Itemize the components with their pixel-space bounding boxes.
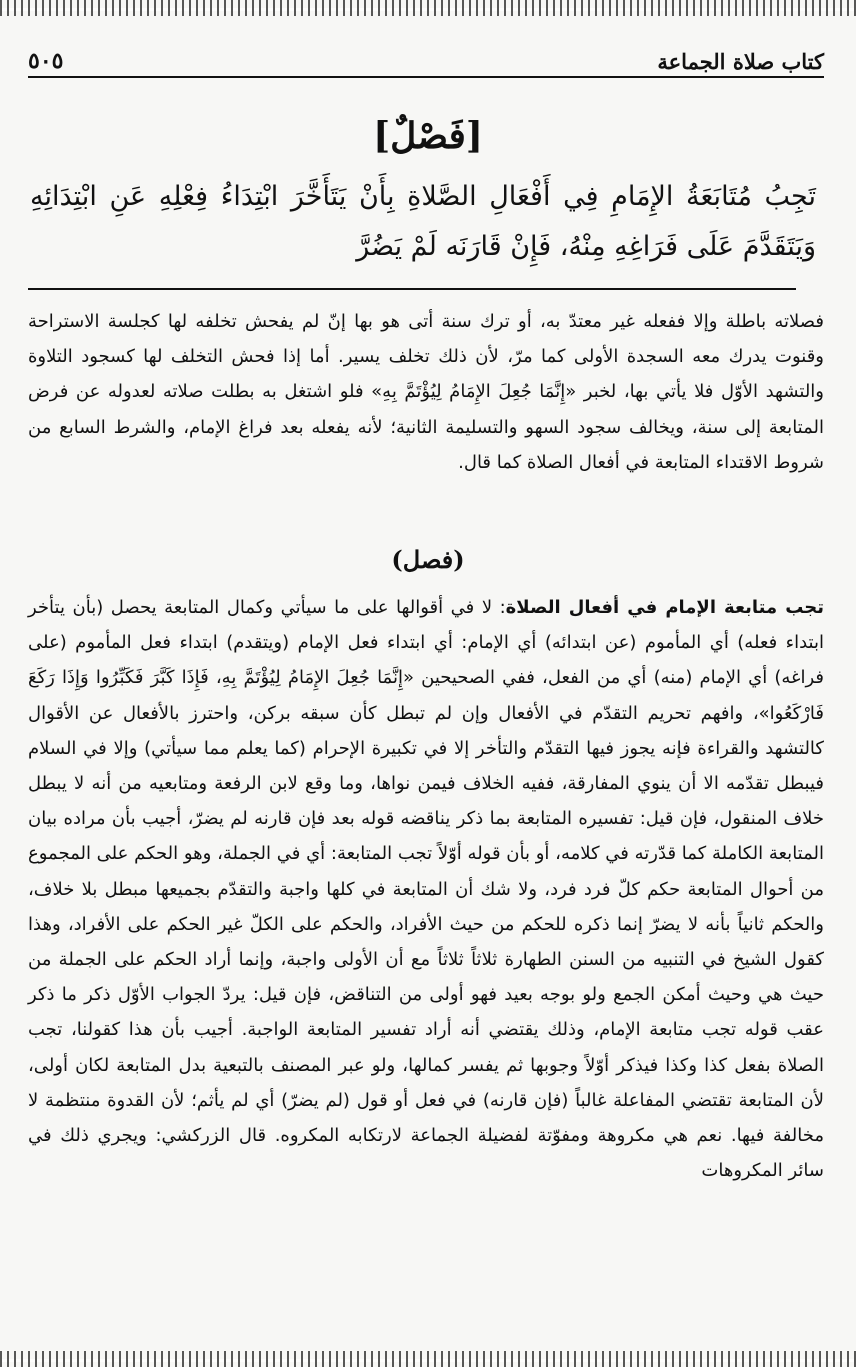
matn-divider bbox=[28, 288, 796, 290]
section-heading-fasl-sharh: (فصل) bbox=[391, 545, 465, 574]
matn-text: تَجِبُ مُتَابَعَةُ الإِمَامِ فِي أَفْعَالِ الصَّلاةِ بِأَنْ يَتَأَخَّرَ ابْتِدَاءُ فِعْلِهِ عَنِ ابْتِدَائِهِ وَيَتَقَدَّمَ عَلَى فَرَاغِهِ مِنْهُ، فَإِنْ قَارَنَه لَمْ يَضُرَّ bbox=[30, 181, 816, 262]
page-header bbox=[28, 40, 824, 74]
commentary-paragraph-2 bbox=[28, 590, 824, 1188]
page-number: ٥٠٥ bbox=[28, 48, 64, 74]
header-rule bbox=[28, 76, 824, 78]
running-title: كتاب صلاة الجماعة bbox=[657, 49, 824, 74]
commentary-paragraph-1: فصلاته باطلة وإلا ففعله غير معتدّ به، أو ترك سنة أتى هو بها إنّ لم يفحش تخلفه لها كجلسة الاستراحة وقنوت يدرك معه السجدة الأولى كما مرّ، لأن ذلك تخلف يسير. أما إذا فحش التخلف لها كسجود التلاوة والتشهد الأوّل فلا يأتي بها، لخبر «إِنَّمَا جُعِلَ الإِمَامُ لِيُؤْتَمَّ بِهِ» فلو اشتغل به بطلت صلاته لعدوله عن فرض المتابعة إلى سنة، ويخالف سجود السهو والتسليمة الثانية؛ لأنه يفعله بعد فراغ الإمام، والشرط السابع من شروط الاقتداء المتابعة في أفعال الصلاة كما قال. bbox=[28, 311, 824, 473]
bottom-ornamental-border bbox=[0, 1351, 856, 1367]
section-heading-fasl-matn: [فَصْلٌ] bbox=[373, 115, 483, 157]
top-ornamental-border bbox=[0, 0, 856, 16]
commentary-lead-bold: تجب متابعة الإمام في أفعال الصلاة bbox=[505, 597, 824, 618]
commentary-body: : لا في أقوالها على ما سيأتي وكمال المتابعة يحصل (بأن يتأخر ابتداء فعله) أي المأموم (عن ابتدائه) أي الإمام: أي ابتداء فعل الإمام (ويتقدم) ابتداء فعل المأموم (على فراغه) أي الإمام (منه) أي من الفعل، ففي الصحيحين «إِنَّمَا جُعِلَ الإِمَامُ لِيُؤْتَمَّ بِهِ، فَإِذَا كَبَّرَ فَكَبِّرُوا وَإِذَا رَكَعَ فَارْكَعُوا»، وافهم تحريم التقدّم في الأفعال وإن لم تبطل كأن سبقه بركن، واحترز بالأفعال عن الأقوال كالتشهد والقراءة فإنه يجوز فيها التقدّم والتأخر إلا في تكبيرة الإحرام (كما يعلم مما سيأتي) وإلا في السلام فيبطل تقدّمه الا أن ينوي المفارقة، ففيه الخلاف فيمن نواها، وما وقع لابن الرفعة ومتابعيه من أنه لا يبطل خلاف المنقول، فإن قيل: تفسيره المتابعة بما ذكر يناقضه قوله بعد فإن قارنه لم يضرّ، أجيب بأن مراده بيان المتابعة الكاملة كما قدّرته في كلامه، أو بأن قوله أوّلاً تجب المتابعة: أي في الجملة، وهو الحكم على المجموع من أحوال المتابعة حكم كلّ فرد فرد، ولا شك أن المتابعة في كلها واجبة والتقدّم بجميعها مبطل بلا خلاف، والحكم ثانياً بأنه لا يضرّ إنما ذكره للحكم من حيث الأفراد، والحكم على الكلّ غير الحكم على الأفراد، وهذا كقول الشيخ في التنبيه من السنن الطهارة ثلاثاً ثلاثاً مع أن الأولى واجبة، وإنما أراد الحكم على الجملة من حيث هي وحيث أمكن الجمع ولو بوجه بعيد فهو أولى من التناقض، فإن قيل: يردّ الجواب الأوّل ذكر ما ذكر عقب قوله تجب متابعة الإمام، وذلك يقتضي أنه أراد تفسير المتابعة الواجبة. أجيب بأن هذا كقولنا، تجب الصلاة بفعل كذا وكذا فيذكر أوّلاً وجوبها ثم يفسر كمالها، ولو عبر المصنف بالتبعية بدل المتابعة لكان أولى، لأن المتابعة تقتضي المفاعلة غالباً (فإن قارنه) في فعل أو قول (لم يضرّ) أي لم يأثم؛ لأن القدوة منتظمة لا مخالفة فيها. نعم هي مكروهة ومفوّتة لفضيلة الجماعة لارتكابه المكروه. قال الزركشي: ويجري ذلك في سائر المكروهات bbox=[28, 597, 824, 1182]
